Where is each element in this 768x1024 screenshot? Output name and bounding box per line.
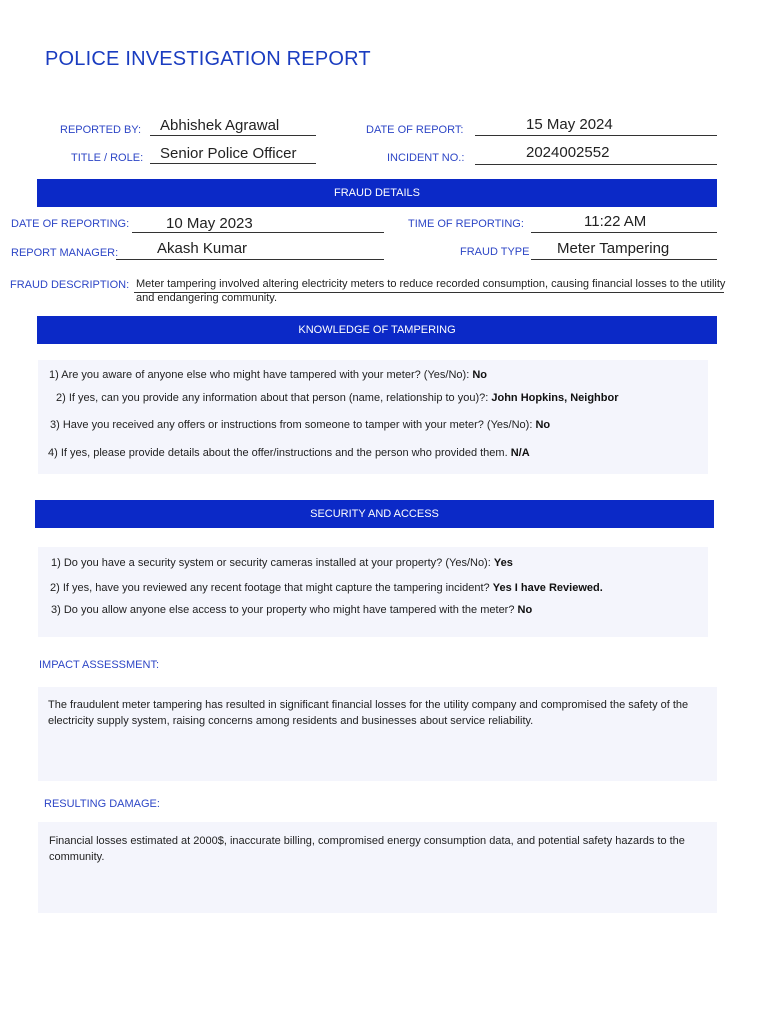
reported-by-underline bbox=[150, 135, 316, 136]
fraud-description-underline bbox=[134, 292, 724, 293]
fraud-type-label: FRAUD TYPE bbox=[460, 246, 530, 258]
report-manager-label: REPORT MANAGER: bbox=[11, 247, 119, 259]
date-of-report-value[interactable]: 15 May 2024 bbox=[526, 116, 613, 133]
answer-text: No bbox=[535, 419, 551, 431]
fraud-description-value[interactable]: Meter tampering involved altering electricity meters to reduce recorded consumption, causing financial losses to the utility and endangering community. bbox=[136, 278, 726, 304]
question-text: 2) If yes, have you reviewed any recent footage that might capture the tampering incident? bbox=[50, 582, 490, 594]
report-manager-value[interactable]: Akash Kumar bbox=[157, 240, 248, 257]
date-of-report-label: DATE OF REPORT: bbox=[366, 124, 464, 136]
answer-text: Yes I have Reviewed. bbox=[492, 582, 603, 594]
reported-by-value[interactable]: Abhishek Agrawal bbox=[160, 117, 280, 134]
resulting-damage-label: RESULTING DAMAGE: bbox=[44, 798, 160, 810]
title-role-underline bbox=[150, 163, 316, 164]
knowledge-question-1 bbox=[49, 369, 487, 381]
incident-no-label: INCIDENT NO.: bbox=[387, 152, 465, 164]
knowledge-question-2 bbox=[56, 392, 619, 404]
date-of-reporting-label: DATE OF REPORTING: bbox=[11, 218, 130, 230]
question-text: 1) Do you have a security system or security cameras installed at your property? (Yes/No): bbox=[51, 557, 491, 569]
time-of-reporting-label: TIME OF REPORTING: bbox=[408, 218, 524, 230]
incident-no-value[interactable]: 2024002552 bbox=[526, 144, 610, 161]
report-title: POLICE INVESTIGATION REPORT bbox=[45, 48, 371, 70]
answer-text: N/A bbox=[510, 447, 530, 459]
date-of-report-underline bbox=[475, 135, 717, 136]
security-heading: SECURITY AND ACCESS bbox=[35, 500, 714, 528]
report-manager-underline bbox=[116, 259, 384, 260]
knowledge-heading: KNOWLEDGE OF TAMPERING bbox=[37, 316, 717, 344]
impact-assessment-label: IMPACT ASSESSMENT: bbox=[39, 659, 160, 671]
question-text: 3) Have you received any offers or instructions from someone to tamper with your meter? (Yes/No): bbox=[50, 419, 533, 431]
title-role-label: TITLE / ROLE: bbox=[71, 152, 144, 164]
knowledge-question-4 bbox=[48, 447, 530, 459]
fraud-details-heading: FRAUD DETAILS bbox=[37, 179, 717, 207]
date-of-reporting-value[interactable]: 10 May 2023 bbox=[166, 215, 253, 232]
fraud-type-value[interactable]: Meter Tampering bbox=[557, 240, 670, 257]
question-text: 2) If yes, can you provide any information about that person (name, relationship to you)?: bbox=[56, 392, 489, 404]
question-text: 3) Do you allow anyone else access to your property who might have tampered with the meter? bbox=[51, 604, 515, 616]
date-of-reporting-underline bbox=[132, 232, 384, 233]
time-of-reporting-underline bbox=[531, 232, 717, 233]
reported-by-label: REPORTED BY: bbox=[60, 124, 142, 136]
security-question-1 bbox=[51, 557, 513, 569]
question-text: 1) Are you aware of anyone else who might have tampered with your meter? (Yes/No): bbox=[49, 369, 470, 381]
fraud-description-label: FRAUD DESCRIPTION: bbox=[10, 279, 130, 291]
impact-assessment-text[interactable]: The fraudulent meter tampering has resulted in significant financial losses for the utility company and compromised the safety of the electricity supply system, raising concerns among residents and businesses about service reliability. bbox=[48, 699, 689, 727]
fraud-type-underline bbox=[531, 259, 717, 260]
security-question-3 bbox=[51, 604, 532, 616]
title-role-value[interactable]: Senior Police Officer bbox=[160, 145, 297, 162]
answer-text: John Hopkins, Neighbor bbox=[491, 392, 619, 404]
incident-no-underline bbox=[475, 164, 717, 165]
answer-text: Yes bbox=[493, 557, 513, 569]
question-text: 4) If yes, please provide details about the offer/instructions and the person who provided them. bbox=[48, 447, 508, 459]
security-question-2 bbox=[50, 582, 603, 594]
resulting-damage-text[interactable]: Financial losses estimated at 2000$, inaccurate billing, compromised energy consumption data, and potential safety hazards to the community. bbox=[49, 835, 685, 863]
knowledge-question-3 bbox=[50, 419, 550, 431]
time-of-reporting-value[interactable]: 11:22 AM bbox=[584, 213, 647, 230]
answer-text: No bbox=[517, 604, 533, 616]
answer-text: No bbox=[472, 369, 487, 381]
